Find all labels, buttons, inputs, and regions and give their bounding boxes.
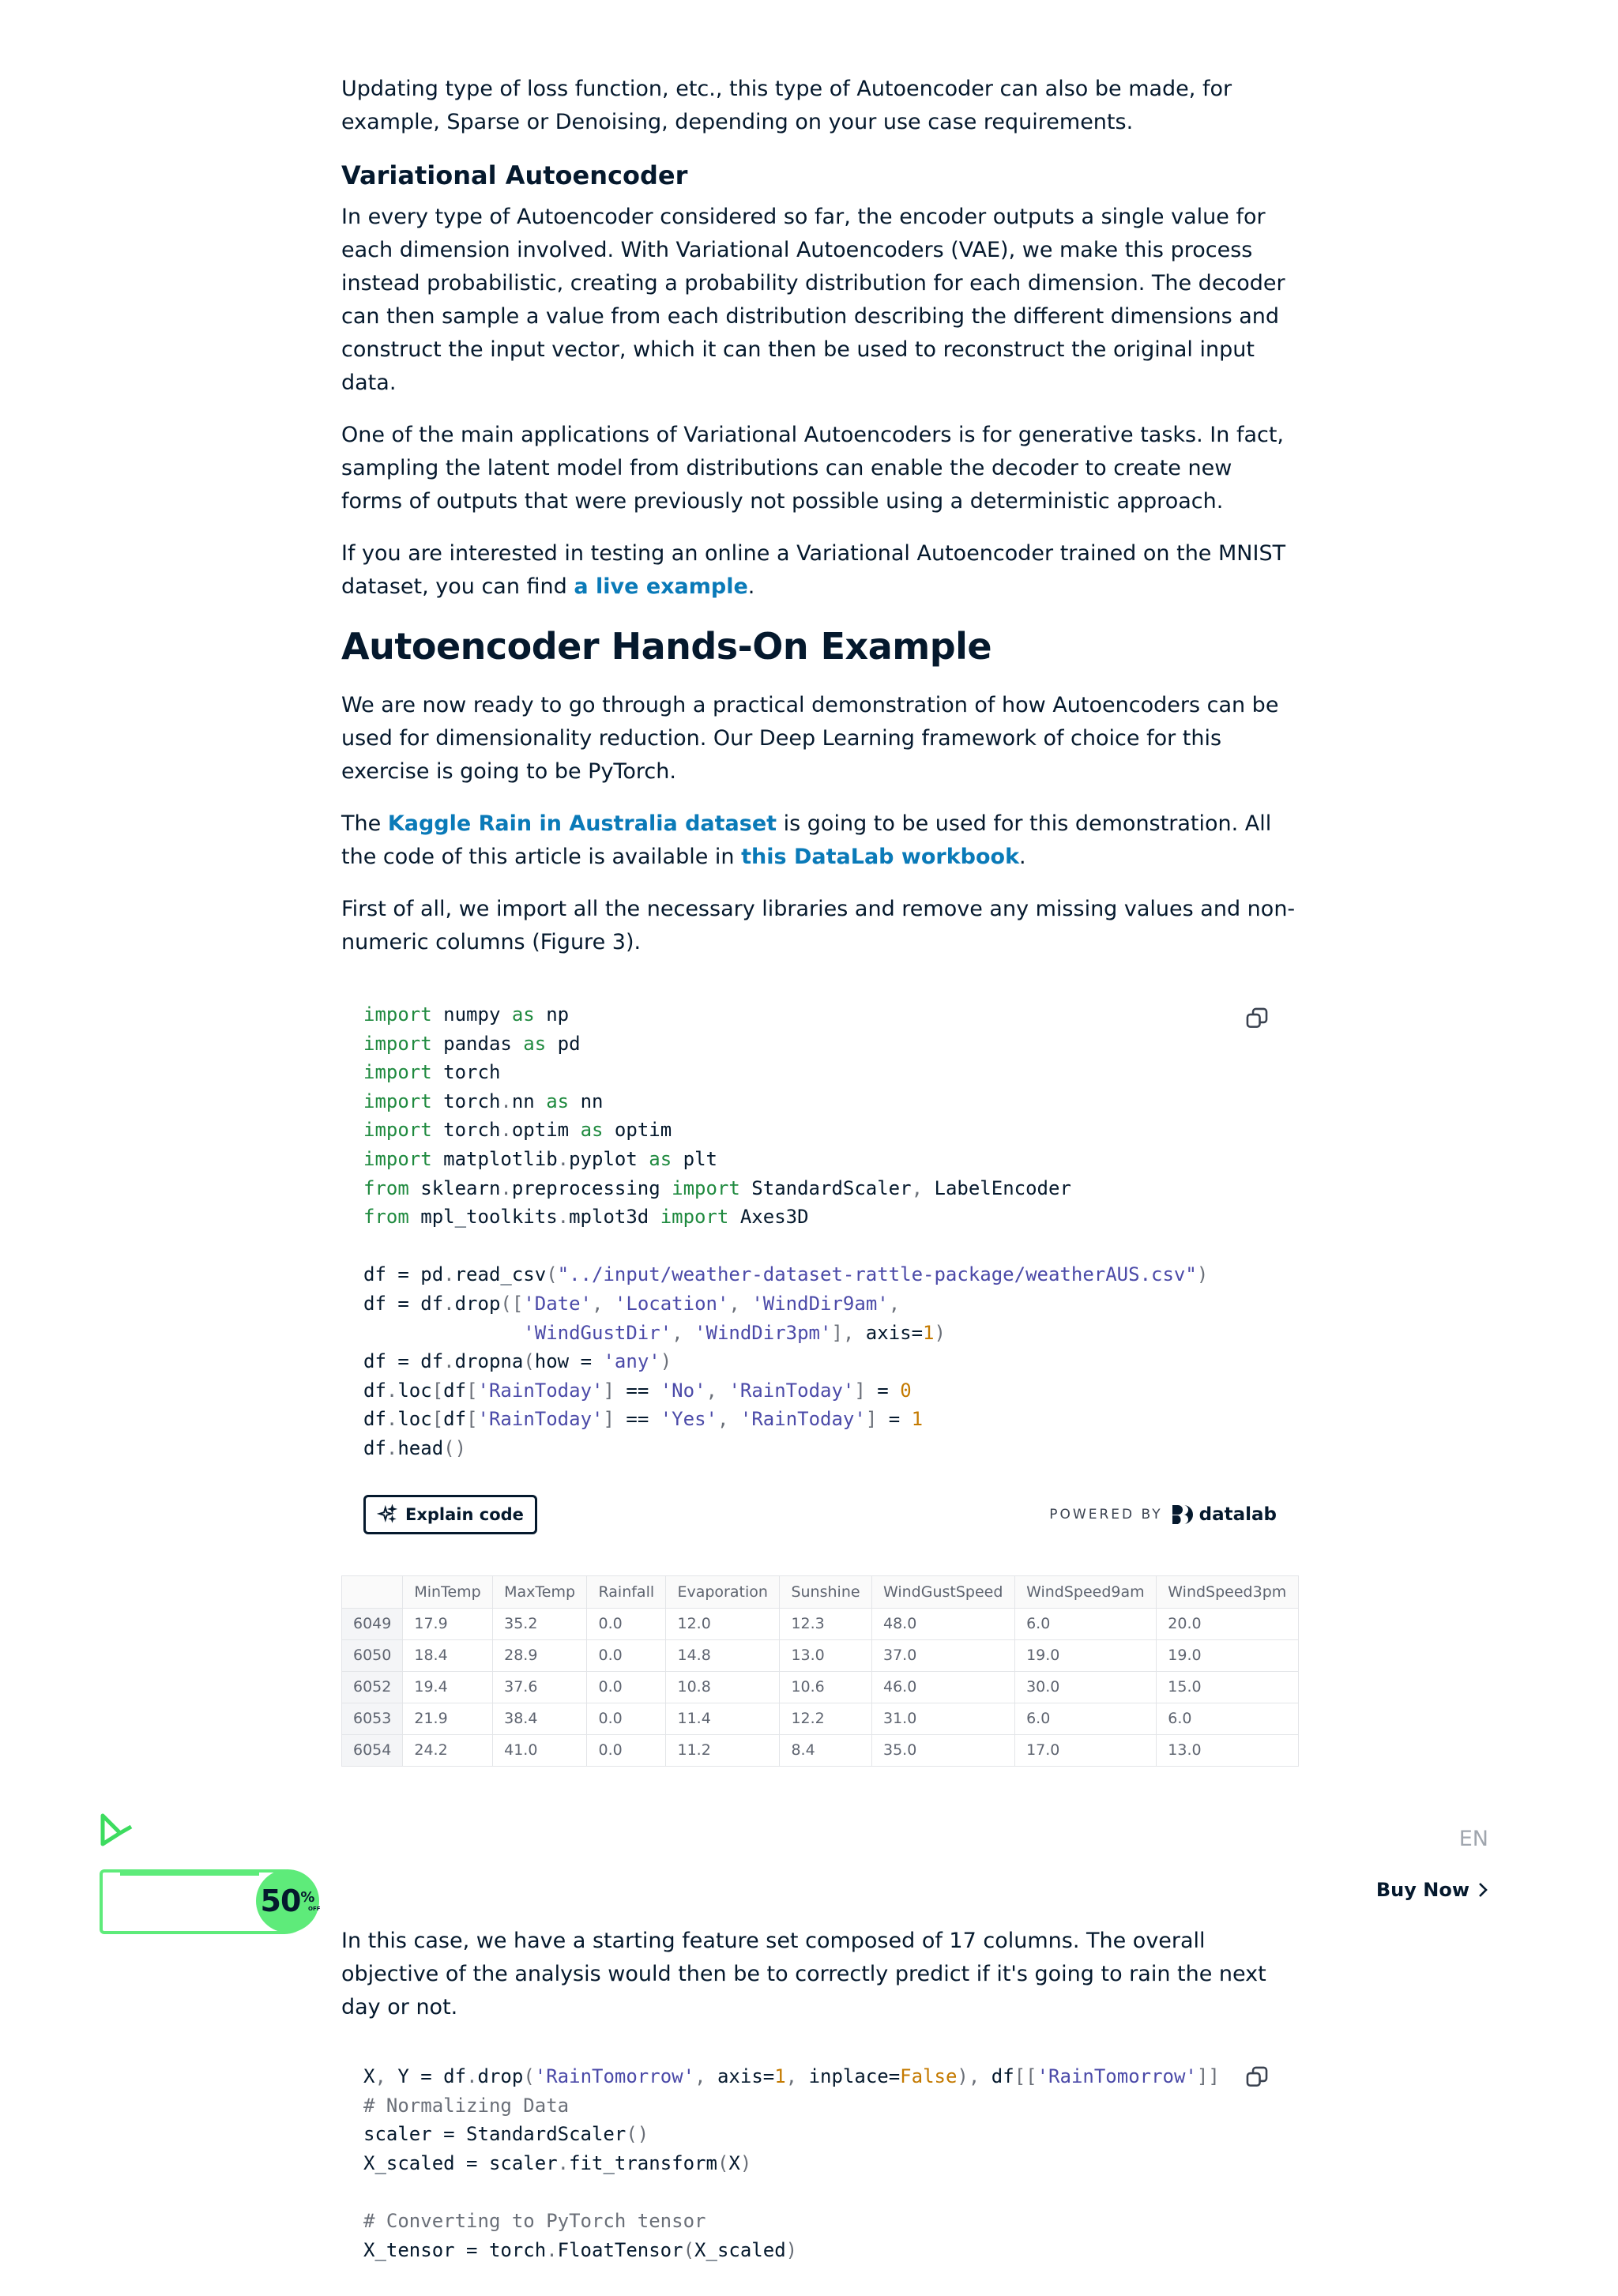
table-cell: 35.2 <box>493 1608 587 1639</box>
copy-icon[interactable] <box>1244 1005 1270 1032</box>
chevron-right-icon <box>1477 1881 1488 1899</box>
table-cell: 13.0 <box>1157 1734 1299 1766</box>
table-cell: 12.2 <box>780 1703 872 1734</box>
table-cell: 15.0 <box>1157 1671 1299 1703</box>
vae-para3-text: If you are interested in testing an online a Variational Autoencoder trained on the MNIST dataset, you can find <box>341 541 1286 599</box>
language-selector[interactable]: EN <box>1458 1827 1488 1851</box>
table-cell: 37.0 <box>871 1639 1014 1671</box>
table-cell: 10.8 <box>666 1671 780 1703</box>
table-cell: 6.0 <box>1157 1703 1299 1734</box>
table-cell: 48.0 <box>871 1608 1014 1639</box>
row-index: 6049 <box>342 1608 403 1639</box>
row-index: 6052 <box>342 1671 403 1703</box>
column-header: WindSpeed3pm <box>1157 1575 1299 1608</box>
code-block-normalize[interactable] <box>341 2043 1299 2280</box>
table-cell: 0.0 <box>587 1639 666 1671</box>
datalab-brand-text: datalab <box>1198 1504 1277 1525</box>
vae-para3-end: . <box>747 574 755 599</box>
table-cell: 37.6 <box>493 1671 587 1703</box>
table-cell: 0.0 <box>587 1703 666 1734</box>
table-cell: 8.4 <box>780 1734 872 1766</box>
table-cell: 6.0 <box>1015 1703 1157 1734</box>
table-cell: 11.4 <box>666 1703 780 1734</box>
kaggle-dataset-link[interactable]: Kaggle Rain in Australia dataset <box>387 811 777 836</box>
explain-code-button[interactable] <box>363 1495 537 1534</box>
table-cell: 30.0 <box>1015 1671 1157 1703</box>
vae-heading: Variational Autoencoder <box>341 160 688 190</box>
table-cell: 21.9 <box>403 1703 493 1734</box>
table-cell: 17.0 <box>1015 1734 1157 1766</box>
table-header-row <box>342 1575 1299 1608</box>
datalab-brand <box>1171 1504 1277 1525</box>
table-row <box>342 1734 1299 1766</box>
vae-paragraph-1: In every type of Autoencoder considered so far, the encoder outputs a single value for each dimension involved. With Variational Autoencoders (VAE), we make this process instead probabilistic, creating a probability distribution for each dimension. The decoder can then sample a value from each distribution describing the different dimensions and construct the input vector, which it can then be used to reconstruct the original input data. <box>341 205 1285 395</box>
intro-paragraph: Updating type of loss function, etc., this type of Autoencoder can also be made, for example, Sparse or Denoising, depending on your use case requirements. <box>341 77 1232 134</box>
handson-paragraph-3: First of all, we import all the necessary libraries and remove any missing values and non-numeric columns (Figure 3). <box>341 897 1296 954</box>
table-cell: 10.6 <box>780 1671 872 1703</box>
table-cell: 11.2 <box>666 1734 780 1766</box>
table-cell: 12.0 <box>666 1608 780 1639</box>
handson-para2-b: is going to be used for this demonstration. All the code of this article is available in <box>341 811 1272 869</box>
table-cell: 38.4 <box>493 1703 587 1734</box>
table-cell: 18.4 <box>403 1639 493 1671</box>
table-cell: 12.3 <box>780 1608 872 1639</box>
table-cell: 19.0 <box>1015 1639 1157 1671</box>
table-cell: 17.9 <box>403 1608 493 1639</box>
table-cell: 19.4 <box>403 1671 493 1703</box>
table-cell: 24.2 <box>403 1734 493 1766</box>
lower-section <box>341 1925 1299 2296</box>
table-cell: 0.0 <box>587 1608 666 1639</box>
table-cell: 6.0 <box>1015 1608 1157 1639</box>
promo-progress-fill <box>120 1873 259 1876</box>
row-index: 6054 <box>342 1734 403 1766</box>
table-cell: 19.0 <box>1157 1639 1299 1671</box>
table-cell: 35.0 <box>871 1734 1014 1766</box>
sparkle-icon <box>377 1504 397 1525</box>
buy-now-link[interactable] <box>1376 1879 1488 1901</box>
code-block-imports[interactable] <box>341 981 1299 1479</box>
handson-para2-a: The <box>341 811 388 836</box>
column-header: Sunshine <box>780 1575 872 1608</box>
handson-para2-c: . <box>1019 845 1026 869</box>
column-header: Rainfall <box>587 1575 666 1608</box>
powered-by-label: POWERED BY <box>1049 1506 1163 1523</box>
explain-code-label: Explain code <box>405 1504 524 1524</box>
powered-by <box>1049 1504 1277 1525</box>
column-header: MinTemp <box>403 1575 493 1608</box>
table-cell: 46.0 <box>871 1671 1014 1703</box>
column-header: WindGustSpeed <box>871 1575 1014 1608</box>
table-cell: 13.0 <box>780 1639 872 1671</box>
column-header: Evaporation <box>666 1575 780 1608</box>
code-normalize[interactable]: X, Y = df.drop('RainTomorrow', axis=1, inplace=False), df[['RainTomorrow']] # Normalizing Data scaler = StandardScaler() X_scaled = scaler.fit_transform(X) # Converting to PyTorch tensor X_tensor = torch.FloatTensor(X_scaled) <box>363 2065 1220 2261</box>
promo-banner[interactable] <box>100 1869 321 1931</box>
table-row <box>342 1608 1299 1639</box>
table-cell: 14.8 <box>666 1639 780 1671</box>
table-row <box>342 1639 1299 1671</box>
code-toolbar <box>341 1495 1299 1534</box>
vae-paragraph-2: One of the main applications of Variational Autoencoders is for generative tasks. In fact, sampling the latent model from distributions can enable the decoder to create new forms of outputs that were previously not possible using a deterministic approach. <box>341 423 1285 514</box>
column-header: WindSpeed9am <box>1015 1575 1157 1608</box>
promo-percent-sign: % <box>300 1888 315 1906</box>
table-cell: 41.0 <box>493 1734 587 1766</box>
datalab-workbook-link[interactable]: this DataLab workbook <box>741 845 1020 869</box>
table-cell: 0.0 <box>587 1671 666 1703</box>
table-row <box>342 1703 1299 1734</box>
table-cell: 28.9 <box>493 1639 587 1671</box>
lower-paragraph: In this case, we have a starting feature set composed of 17 columns. The overall objective of the analysis would then be to correctly predict if it's going to rain the next day or not. <box>341 1929 1266 2019</box>
vae-paragraph-3 <box>341 537 1299 604</box>
handson-paragraph-2 <box>341 807 1299 874</box>
promo-badge <box>256 1869 319 1933</box>
buy-now-label: Buy Now <box>1375 1879 1469 1901</box>
datacamp-logo-icon[interactable] <box>96 1811 136 1850</box>
datalab-logo-icon <box>1171 1504 1195 1525</box>
table-cell: 20.0 <box>1157 1608 1299 1639</box>
table-cell: 31.0 <box>871 1703 1014 1734</box>
dataframe-table <box>341 1575 1299 1767</box>
handson-paragraph-1: We are now ready to go through a practical demonstration of how Autoencoders can be used for dimensionality reduction. Our Deep Learning framework of choice for this exercise is going to be PyTorch. <box>341 693 1279 784</box>
column-header: MaxTemp <box>493 1575 587 1608</box>
live-example-link[interactable]: a live example <box>574 574 748 599</box>
row-index: 6053 <box>342 1703 403 1734</box>
row-index: 6050 <box>342 1639 403 1671</box>
copy-icon[interactable] <box>1244 2064 1270 2091</box>
table-row <box>342 1671 1299 1703</box>
promo-off-label: OFF <box>308 1906 321 1912</box>
handson-heading: Autoencoder Hands-On Example <box>341 625 992 668</box>
column-header <box>342 1575 403 1608</box>
promo-percent: 50 <box>260 1884 301 1918</box>
table-cell: 0.0 <box>587 1734 666 1766</box>
code-imports[interactable]: import numpy as np import pandas as pd import torch import torch.nn as nn import torch.optim as optim import matplotlib.pyplot as plt from sklearn.preprocessing import StandardScaler, LabelEncoder from mpl_toolkits.mplot3d import Axes3D df = pd.read_csv("../input/weather-dataset-rattle-package/weatherAUS.csv") df = df.drop(['Date', 'Location', 'WindDir9am', 'WindGustDir', 'WindDir3pm'], axis=1) df = df.dropna(how = 'any') df.loc[df['RainToday'] == 'No', 'RainToday'] = 0 df.loc[df['RainToday'] == 'Yes', 'RainToday'] = 1 df.head() <box>363 1003 1209 1459</box>
article-body <box>341 73 1299 1767</box>
